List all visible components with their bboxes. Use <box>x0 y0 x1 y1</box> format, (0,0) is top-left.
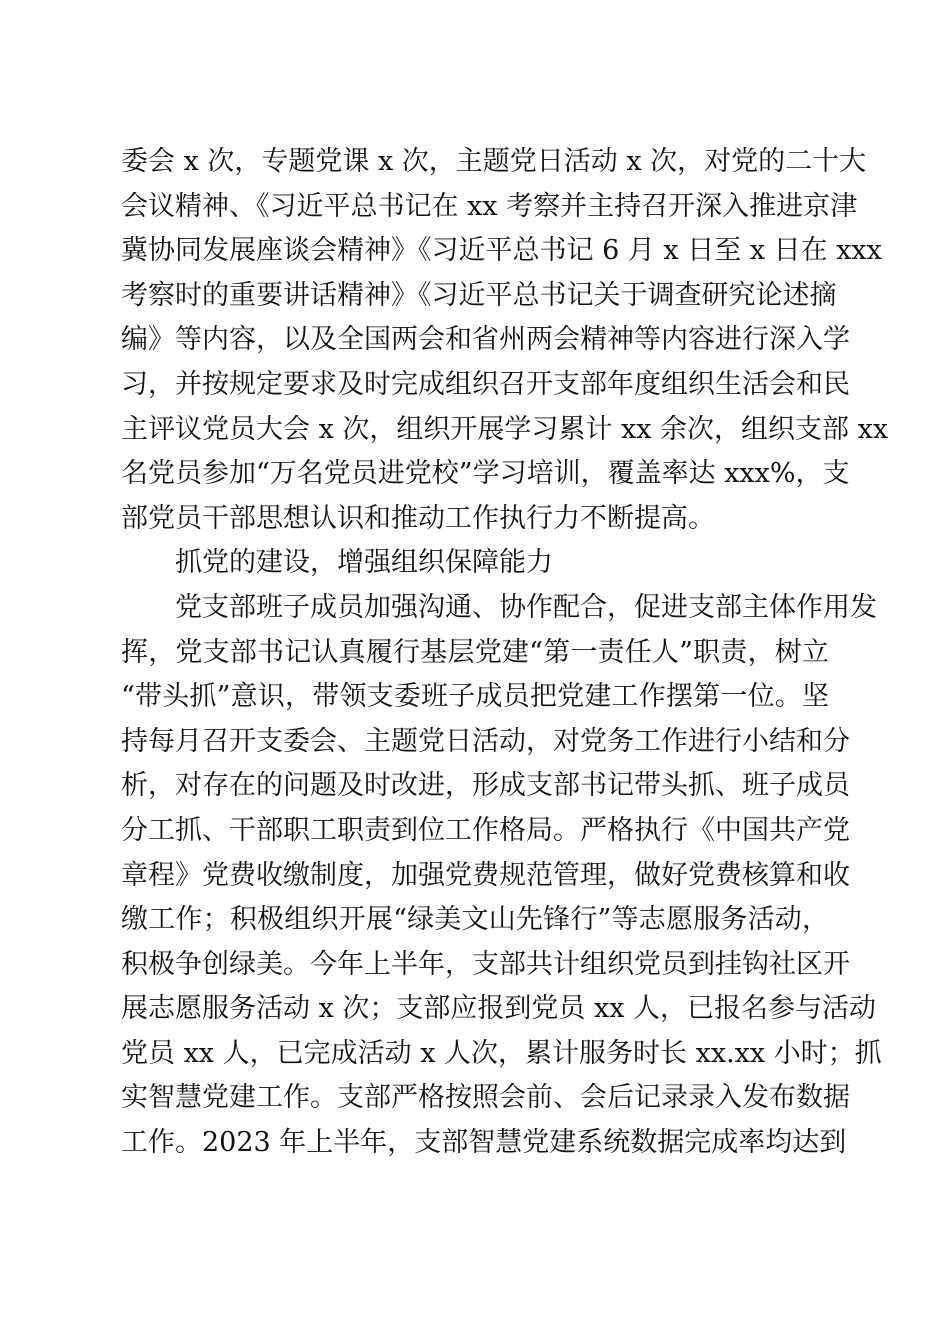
text-line: 习，并按规定要求及时完成组织召开支部年度组织生活会和民 <box>121 368 850 400</box>
text-line: 积极争创绿美。今年上半年，支部共计组织党员到挂钩社区开 <box>121 948 850 980</box>
text-line: 考察时的重要讲话精神》《习近平总书记关于调查研究论述摘 <box>121 279 837 311</box>
text-line: 主评议党员大会 x 次，组织开展学习累计 xx 余次，组织支部 xx <box>121 413 889 445</box>
text-line: 委会 x 次，专题党课 x 次，主题党日活动 x 次，对党的二十大 <box>121 146 867 177</box>
text-line: 名党员参加“万名党员进党校”学习培训，覆盖率达 xxx%，支 <box>121 458 850 490</box>
text-line: 展志愿服务活动 x 次；支部应报到党员 xx 人，已报名参与活动 <box>121 993 877 1025</box>
text-line: 冀协同发展座谈会精神》《习近平总书记 6 月 x 日至 x 日在 xxx <box>121 235 882 267</box>
text-line: “带头抓”意识，带领支委班子成员把党建工作摆第一位。坚 <box>121 681 829 713</box>
text-line: 持每月召开支委会、主题党日活动，对党务工作进行小结和分 <box>121 725 850 757</box>
text-line: 实智慧党建工作。支部严格按照会前、会后记录录入发布数据 <box>121 1082 850 1114</box>
text-line: 分工抓、干部职工职责到位工作格局。严格执行《中国共产党 <box>121 814 850 846</box>
section-heading: 抓党的建设，增强组织保障能力 <box>175 547 553 579</box>
text-line: 工作。2023 年上半年，支部智慧党建系统数据完成率均达到 <box>121 1127 847 1159</box>
text-line: 会议精神、《习近平总书记在 xx 考察并主持召开深入推进京津 <box>121 190 858 222</box>
text-line: 党员 xx 人，已完成活动 x 人次，累计服务时长 xx.xx 小时；抓 <box>121 1037 882 1069</box>
text-line: 缴工作；积极组织开展“绿美文山先锋行”等志愿服务活动， <box>121 904 829 936</box>
body-text <box>121 140 889 1166</box>
text-line: 章程》党费收缴制度，加强党费规范管理，做好党费核算和收 <box>121 859 850 891</box>
text-line: 析，对存在的问题及时改进，形成支部书记带头抓、班子成员 <box>121 770 850 802</box>
text-line: 挥，党支部书记认真履行基层党建“第一责任人”职责，树立 <box>121 636 829 668</box>
text-line: 编》等内容，以及全国两会和省州两会精神等内容进行深入学 <box>121 324 850 356</box>
text-line: 部党员干部思想认识和推动工作执行力不断提高。 <box>121 502 715 534</box>
text-line: 党支部班子成员加强沟通、协作配合，促进支部主体作用发 <box>175 591 877 623</box>
